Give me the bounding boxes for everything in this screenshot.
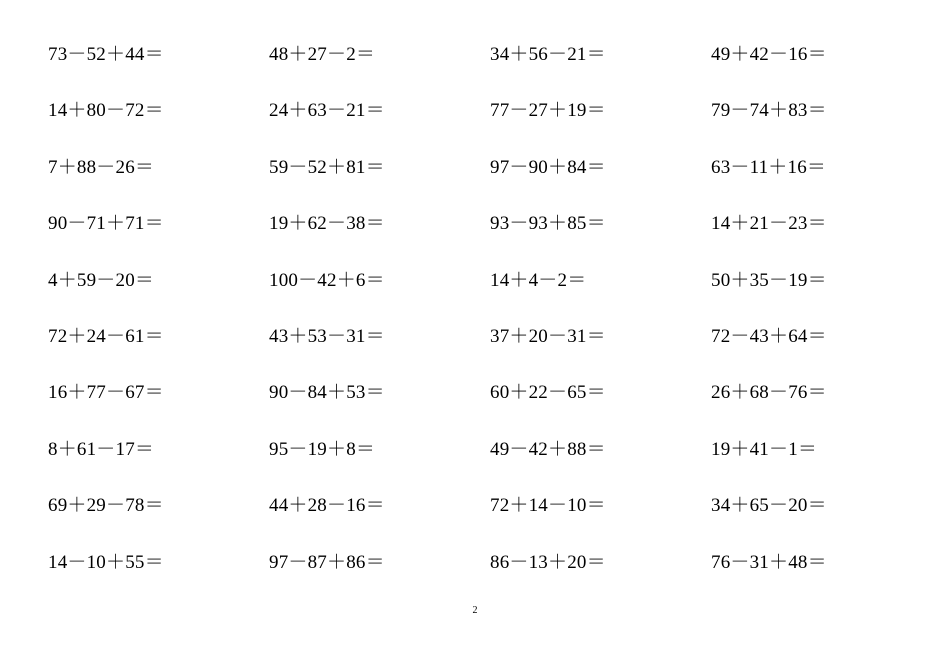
math-problem: 14－10＋55＝ — [48, 551, 164, 573]
math-problem: 72＋14－10＝ — [490, 495, 606, 517]
math-problem: 100－42＋6＝ — [269, 269, 385, 291]
math-problem: 37＋20－31＝ — [490, 325, 606, 347]
math-problem: 16＋77－67＝ — [48, 382, 164, 404]
math-problem: 60＋22－65＝ — [490, 382, 606, 404]
math-problem: 14＋21－23＝ — [711, 213, 827, 235]
math-problem: 79－74＋83＝ — [711, 100, 827, 122]
math-problem: 4＋59－20＝ — [48, 269, 155, 291]
math-problem: 90－71＋71＝ — [48, 213, 164, 235]
math-problem: 59－52＋81＝ — [269, 156, 385, 178]
math-problem: 95－19＋8＝ — [269, 438, 376, 460]
math-problem: 73－52＋44＝ — [48, 44, 164, 65]
math-problem: 34＋56－21＝ — [490, 44, 606, 65]
math-problem: 97－87＋86＝ — [269, 551, 385, 573]
math-problem: 44＋28－16＝ — [269, 495, 385, 517]
math-problem: 7＋88－26＝ — [48, 156, 155, 178]
math-problem: 72＋24－61＝ — [48, 325, 164, 347]
math-problem: 19＋62－38＝ — [269, 213, 385, 235]
math-problem: 43＋53－31＝ — [269, 325, 385, 347]
math-problem: 72－43＋64＝ — [711, 325, 827, 347]
math-problem: 97－90＋84＝ — [490, 156, 606, 178]
problem-grid — [48, 38, 908, 602]
math-problem: 14＋80－72＝ — [48, 100, 164, 122]
math-problem: 49＋42－16＝ — [711, 44, 827, 65]
math-problem: 34＋65－20＝ — [711, 495, 827, 517]
math-problem: 26＋68－76＝ — [711, 382, 827, 404]
math-problem: 90－84＋53＝ — [269, 382, 385, 404]
math-problem: 14＋4－2＝ — [490, 269, 587, 291]
math-problem: 19＋41－1＝ — [711, 438, 818, 460]
page-number: 2 — [472, 605, 478, 616]
math-problem: 86－13＋20＝ — [490, 551, 606, 573]
math-problem: 8＋61－17＝ — [48, 438, 155, 460]
math-problem: 69＋29－78＝ — [48, 495, 164, 517]
math-problem: 24＋63－21＝ — [269, 100, 385, 122]
math-problem: 76－31＋48＝ — [711, 551, 827, 573]
math-problem: 49－42＋88＝ — [490, 438, 606, 460]
math-problem: 50＋35－19＝ — [711, 269, 827, 291]
math-problem: 63－11＋16＝ — [711, 156, 827, 178]
math-problem: 77－27＋19＝ — [490, 100, 606, 122]
math-problem: 48＋27－2＝ — [269, 44, 376, 65]
math-problem: 93－93＋85＝ — [490, 213, 606, 235]
